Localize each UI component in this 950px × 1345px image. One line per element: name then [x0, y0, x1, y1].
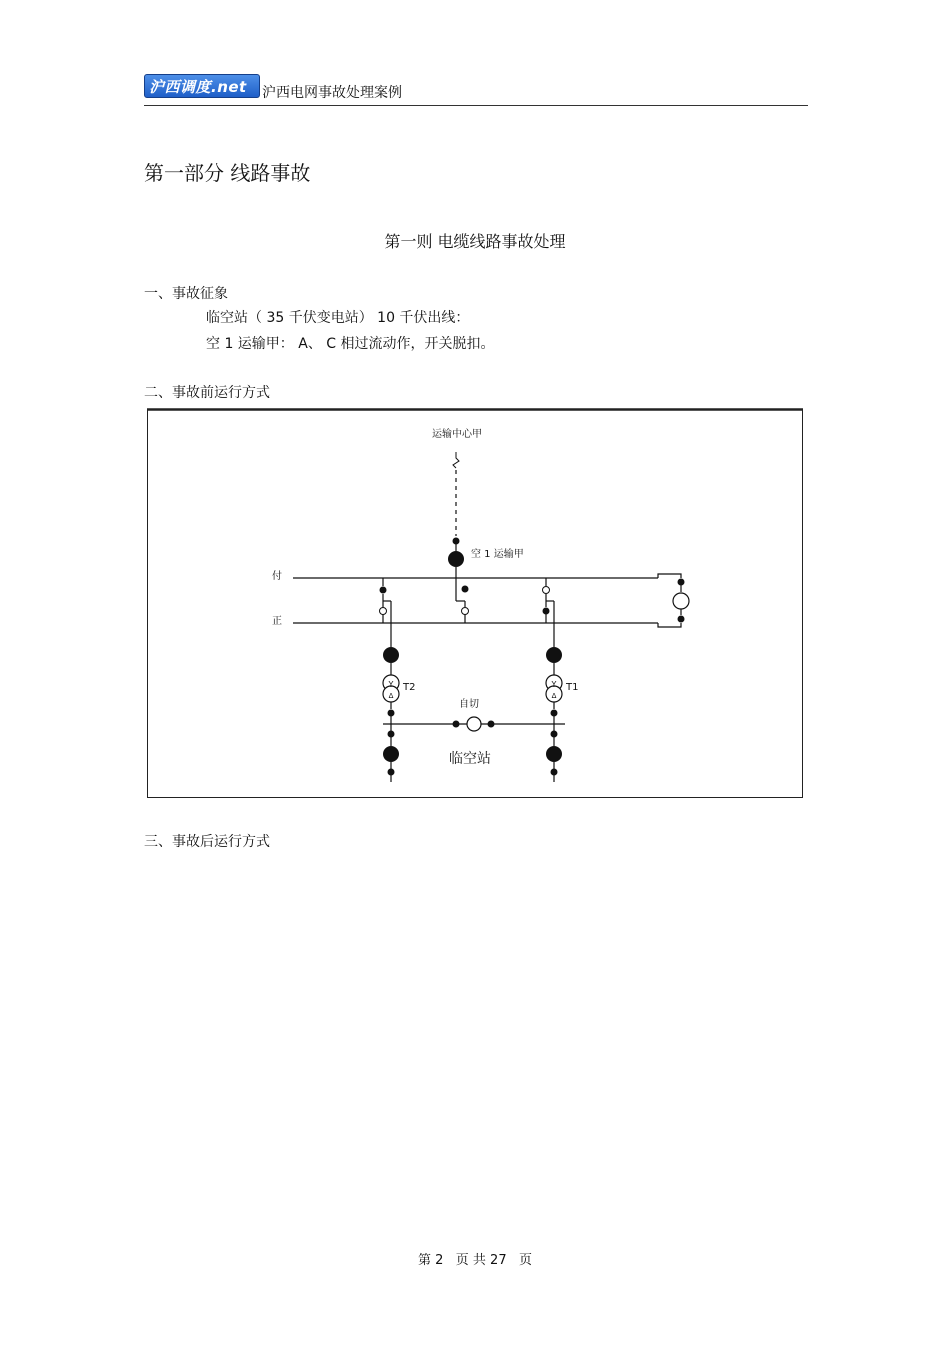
single-line-diagram [147, 408, 804, 800]
case-title: 第一则 电缆线路事故处理 [384, 232, 566, 251]
svg-text:Y: Y [388, 680, 394, 689]
source-label: 运输中心甲 [432, 429, 482, 440]
bus-zheng-label: 正 [272, 616, 282, 627]
breaker-label: 空 1 运输甲 [471, 549, 524, 560]
bus-coupler-switch [673, 593, 689, 609]
header-divider [144, 105, 808, 106]
station-label: 临空站 [449, 751, 491, 767]
t1-label: T1 [566, 682, 579, 693]
section-3-heading: 三、事故后运行方式 [144, 834, 270, 850]
section-1-heading: 一、事故征象 [144, 286, 228, 302]
feeder-breaker [448, 551, 464, 567]
section-2-heading: 二、事故前运行方式 [144, 385, 270, 401]
site-logo [144, 74, 260, 98]
bus-fu-label: 付 [272, 571, 282, 582]
feeder-switch-fu [462, 586, 469, 593]
part-title: 第一部分 线路事故 [144, 161, 311, 185]
svg-text:Δ: Δ [388, 692, 394, 700]
t2-label: T2 [403, 682, 416, 693]
header-title: 沪西电网事故处理案例 [262, 85, 402, 101]
symptom-line-1: 临空站（ 35 千伏变电站） 10 千伏出线： [206, 310, 470, 326]
page-footer: 第 2 页 共 27 页 [417, 1253, 532, 1268]
logo-text: 沪西调度.net [149, 78, 247, 96]
svg-text:Δ: Δ [551, 692, 557, 700]
feeder-switch-zheng [462, 608, 469, 615]
symptom-line-2: 空 1 运输甲： A、 C 相过流动作，开关脱扣。 [206, 336, 495, 352]
auto-switch-label: 自切 [459, 699, 479, 710]
feeder-contact-top [453, 538, 460, 545]
svg-text:Y: Y [551, 680, 557, 689]
auto-transfer-switch [467, 717, 481, 731]
